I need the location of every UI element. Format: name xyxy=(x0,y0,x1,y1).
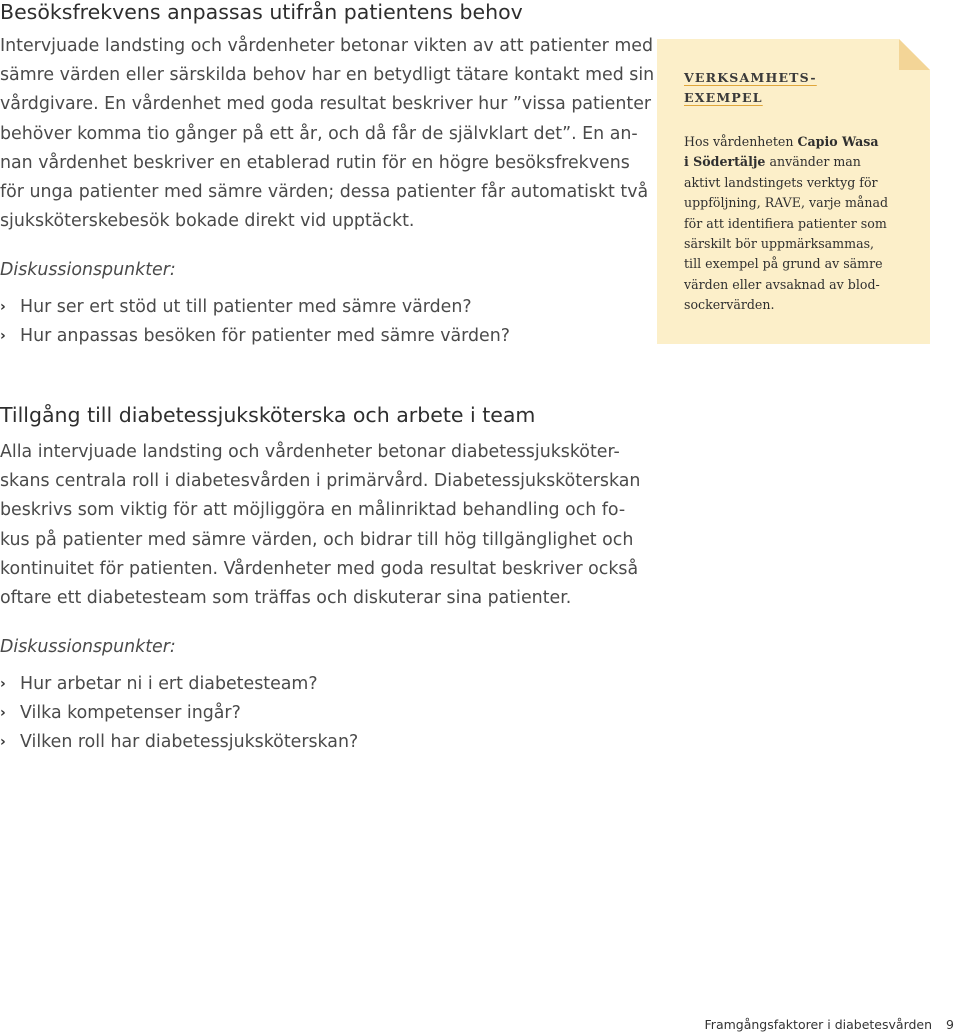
bullet-item xyxy=(0,728,358,757)
note-body-line: aktivt landstingets verktyg för xyxy=(684,174,878,190)
paragraph-line: vårdgivare. En vårdenhet med goda resultat beskriver hur ”vissa patienter xyxy=(0,94,652,115)
paragraph-line: skans centrala roll i diabetesvården i primärvård. Diabetessjuksköterskan xyxy=(0,471,641,492)
section2-heading: Tillgång till diabetessjuksköterska och arbete i team xyxy=(0,403,536,427)
note-body-line: sockervärden. xyxy=(684,297,775,313)
chevron-right-icon: › xyxy=(0,676,6,692)
section1-heading: Besöksfrekvens anpassas utifrån patientens behov xyxy=(0,0,523,24)
section2-paragraph xyxy=(0,438,640,613)
note-body-line: särskilt bör uppmärksammas, xyxy=(684,236,875,252)
section1-paragraph xyxy=(0,32,654,236)
note-title-line: VERKSAMHETS- xyxy=(684,70,817,85)
bullet-item xyxy=(0,293,510,322)
note-body-line: i Södertälje använder man xyxy=(684,154,861,170)
paragraph-line: kontinuitet för patienten. Vårdenheter med goda resultat beskriver också xyxy=(0,558,639,579)
bullet-text: Hur ser ert stöd ut till patienter med sämre värden? xyxy=(20,297,472,317)
note-body-line: värden eller avsaknad av blod- xyxy=(684,276,880,292)
paragraph-line: Intervjuade landsting och vårdenheter betonar vikten av att patienter med xyxy=(0,36,654,56)
chevron-right-icon: › xyxy=(0,328,6,345)
paragraph-line: nan vårdenhet beskriver en etablerad rutin för en högre besöksfrekvens xyxy=(0,152,630,173)
chevron-right-icon: › xyxy=(0,734,6,751)
section1-bullet-list xyxy=(0,293,510,351)
paragraph-line: kus på patienter med sämre värden, och bidrar till hög tillgänglighet och xyxy=(0,529,634,550)
note-folded-corner xyxy=(899,39,930,70)
bullet-item xyxy=(0,699,358,728)
section2-bullet-list xyxy=(0,670,358,758)
example-note-title xyxy=(684,68,817,108)
bullet-text: Hur anpassas besöken för patienter med sämre värden? xyxy=(20,326,511,347)
section1-discussion-label: Diskussionspunkter: xyxy=(0,260,176,280)
section2-discussion-label: Diskussionspunkter: xyxy=(0,637,176,657)
paragraph-line: för unga patienter med sämre värden; dessa patienter får automatiskt två xyxy=(0,182,649,203)
bullet-item xyxy=(0,322,510,351)
bullet-item xyxy=(0,670,358,699)
example-note-body xyxy=(684,132,888,316)
note-title-line: EXEMPEL xyxy=(684,90,763,105)
chevron-right-icon: › xyxy=(0,705,6,722)
bullet-text: Vilka kompetenser ingår? xyxy=(20,703,241,724)
paragraph-line: sämre värden eller särskilda behov har en betydligt tätare kontakt med sin xyxy=(0,65,655,86)
note-body-line: uppföljning, RAVE, varje månad xyxy=(684,195,889,211)
note-body-line: Hos vårdenheten Capio Wasa xyxy=(684,134,879,149)
page-number: 9 xyxy=(946,1017,954,1032)
paragraph-line: behöver komma tio gånger på ett år, och då får de självklart det”. En an- xyxy=(0,123,638,144)
note-body-line: till exempel på grund av sämre xyxy=(684,256,883,272)
page-footer xyxy=(700,1017,954,1032)
note-body-line: för att identifiera patienter som xyxy=(684,215,887,231)
chevron-right-icon: › xyxy=(0,299,6,315)
paragraph-line: beskrivs som viktig för att möjliggöra en målinriktad behandling och fo- xyxy=(0,500,626,521)
paragraph-line: oftare ett diabetesteam som träffas och diskuterar sina patienter. xyxy=(0,588,572,609)
footer-title: Framgångsfaktorer i diabetesvården xyxy=(704,1017,933,1032)
paragraph-line: Alla intervjuade landsting och vårdenheter betonar diabetessjuksköter- xyxy=(0,442,620,462)
paragraph-line: sjuksköterskebesök bokade direkt vid upptäckt. xyxy=(0,211,415,232)
bullet-text: Hur arbetar ni i ert diabetesteam? xyxy=(20,674,318,694)
bullet-text: Vilken roll har diabetessjuksköterskan? xyxy=(20,732,359,753)
